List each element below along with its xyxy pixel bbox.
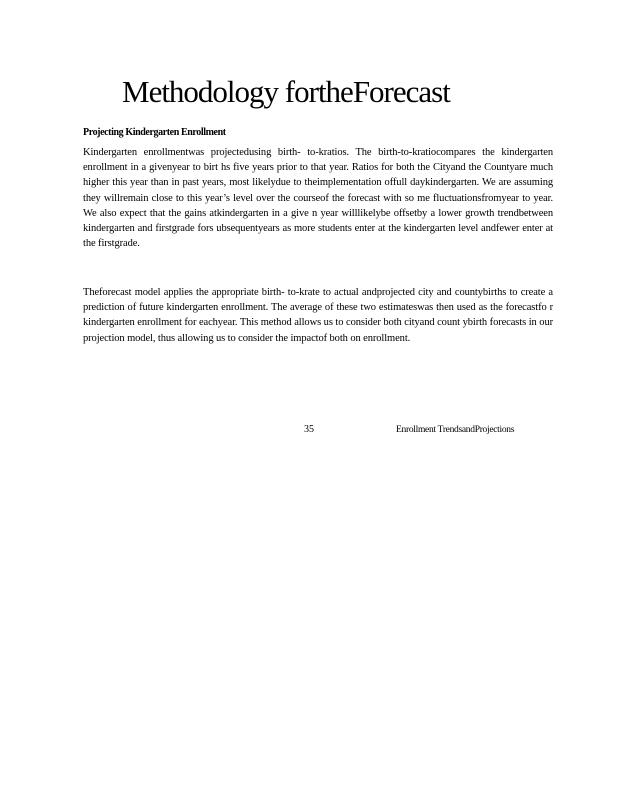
footer-page-number: 35 <box>304 424 314 435</box>
paragraph-kindergarten-ratios: Kindergarten enrollmentwas projectedusing birth- to-kratios. The birth-to-kratiocompares the kindergarten enrollment in a givenyear to birt hs five years prior to that year. Ratios for both the Cityand the Countyare much higher this year than in past years, most likelydue to theimplementation offull daykindergarten. We are assuming they willremain close to this year’s level over the courseof the forecast with so me fluctuationsfromyear to year. We also expect that the gains atkindergarten in a give n year willlikelybe offsetby a lower growth trendbetween kindergarten and firstgrade fors ubsequentyears as more students enter at the kindergarten level andfewer enter at the firstgrade. <box>83 147 553 250</box>
section-heading: Projecting Kindergarten Enrollment <box>83 127 226 138</box>
paragraph-forecast-model: Theforecast model applies the appropriate birth- to-krate to actual andprojected city and countybirths to create a prediction of future kindergarten enrollment. The average of these two estimateswas then used as the forecastfo r kindergarten enrollment for eachyear. This method allows us to consider both cityand count ybirth forecasts in our projection model, thus allowing us to consider the impactof both on enrollment. <box>83 287 553 344</box>
footer-label: Enrollment TrendsandProjections <box>396 425 515 435</box>
document-title: Methodology fortheForecast <box>122 74 450 109</box>
